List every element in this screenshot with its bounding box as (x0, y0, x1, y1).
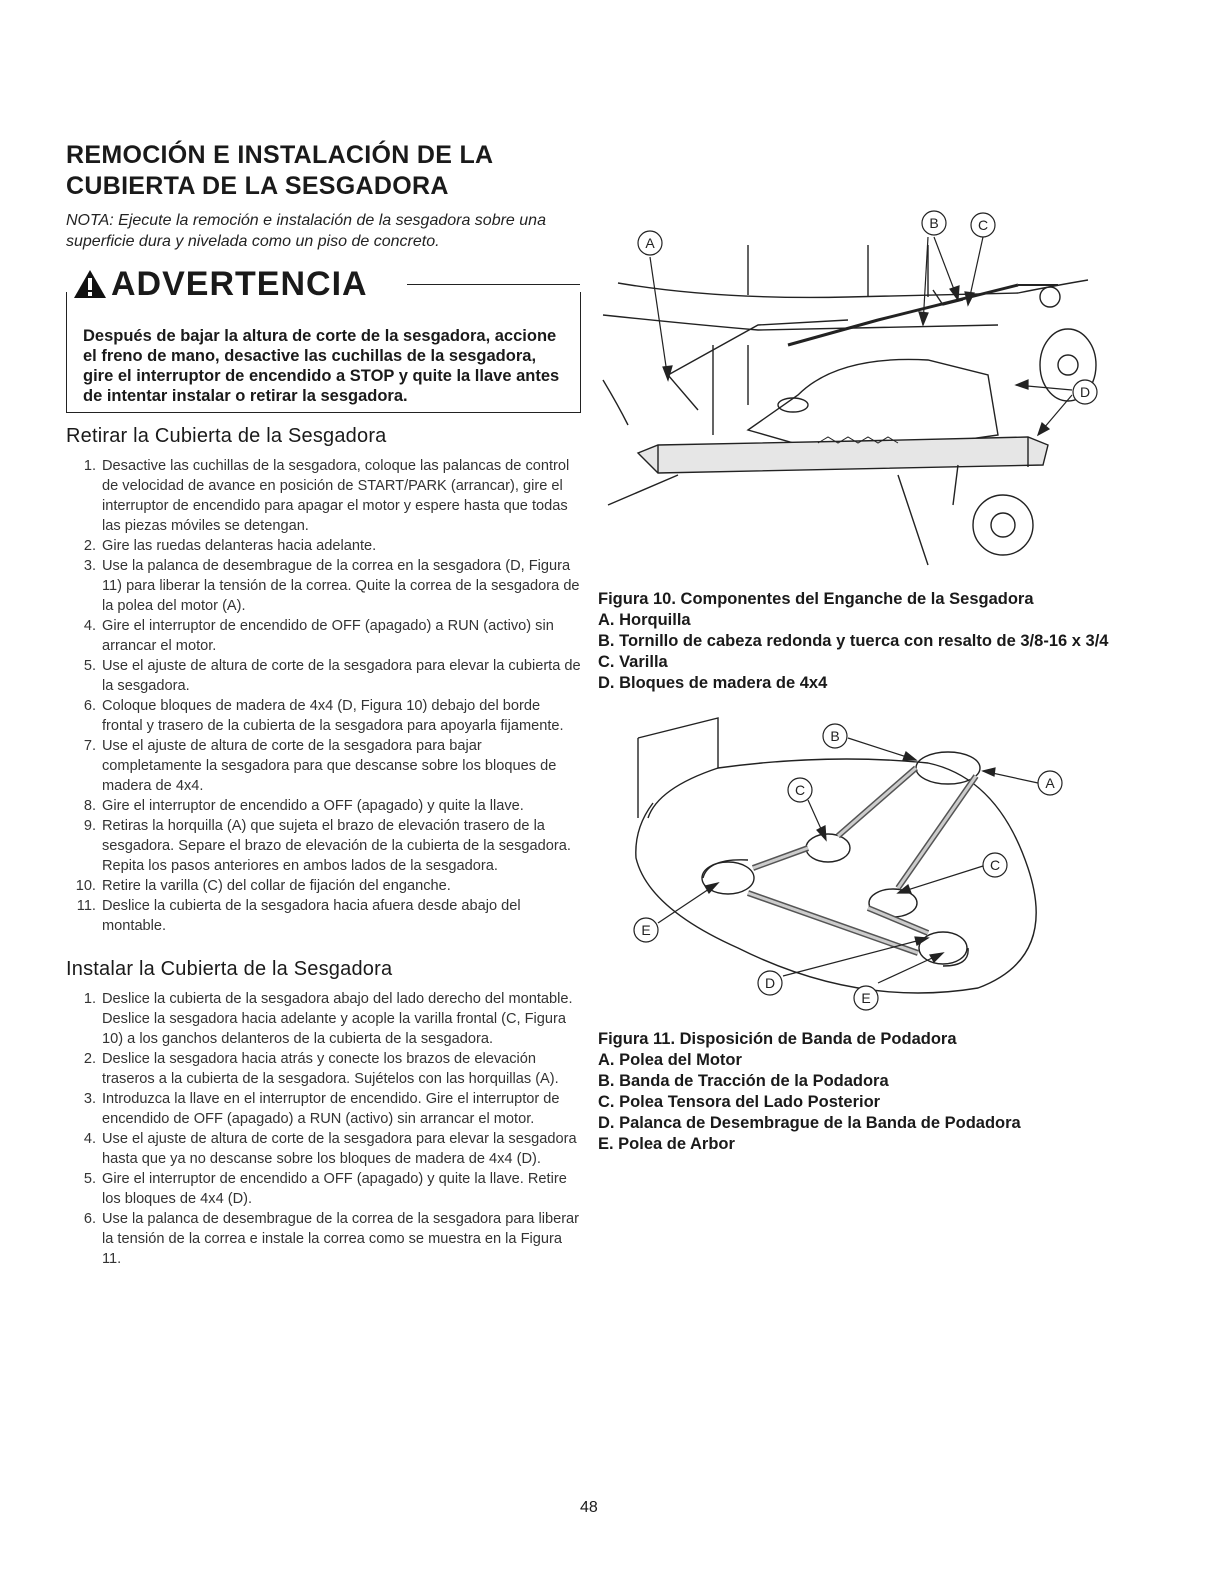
step-number: 5. (83, 1171, 96, 1187)
list-item (66, 736, 581, 796)
step-text: Gire el interruptor de encendido a OFF (apagado) y quite la llave. Retire los bloques de 4x4 (D). (102, 1171, 567, 1207)
legend-item: D. Palanca de Desembrague de la Banda de Podadora (598, 1114, 1021, 1132)
step-text: Deslice la cubierta de la sesgadora abajo del lado derecho del montable. Deslice la sesgadora hacia adelante y acople la varilla frontal (C, Figura 10) a los ganchos delanteros de la cubierta de la sesgadora. (102, 991, 573, 1047)
step-number: 4. (83, 618, 96, 634)
step-text: Use la palanca de desembrague de la correa en la sesgadora (D, Figura 11) para liberar la tensión de la correa. Quite la correa de la sesgadora de la polea del motor (A). (102, 558, 580, 614)
figure-10-caption-block (598, 589, 1118, 694)
step-number: 10. (75, 878, 96, 894)
figure-10-label-b: B (929, 215, 939, 231)
figure-10-label-c: C (977, 217, 989, 233)
warning-header (73, 267, 376, 301)
step-number: 9. (83, 818, 96, 834)
legend-item: A. Polea del Motor (598, 1051, 742, 1069)
step-number: 5. (83, 658, 96, 674)
legend-item: B. Banda de Tracción de la Podadora (598, 1072, 889, 1090)
step-text: Use el ajuste de altura de corte de la sesgadora para bajar completamente la sesgadora para que descanse sobre los bloques de madera de 4x4. (102, 738, 557, 794)
list-item (66, 876, 581, 896)
figure-10-label-a: A (645, 235, 655, 251)
list-item (66, 989, 581, 1049)
list-item (66, 536, 581, 556)
step-text: Gire las ruedas delanteras hacia adelante. (102, 538, 377, 554)
step-number: 2. (83, 1051, 96, 1067)
figure-11-label-e-left: E (641, 922, 651, 938)
page-number: 48 (580, 1499, 598, 1516)
remove-section-heading: Retirar la Cubierta de la Sesgadora (66, 425, 387, 447)
figure-11-legend (598, 1050, 1118, 1155)
step-text: Deslice la cubierta de la sesgadora hacia afuera desde abajo del montable. (102, 898, 521, 934)
step-text: Retire la varilla (C) del collar de fijación del enganche. (102, 878, 451, 894)
right-column (598, 205, 1118, 1155)
legend-item: A. Horquilla (598, 611, 691, 629)
legend-item: B. Tornillo de cabeza redonda y tuerca con resalto de 3/8-16 x 3/4 (598, 632, 1109, 650)
step-number: 1. (83, 458, 96, 474)
list-item (66, 1209, 581, 1269)
step-number: 2. (83, 538, 96, 554)
figure-10-illustration (598, 205, 1098, 580)
figure-11-illustration (598, 708, 1098, 1018)
step-text: Coloque bloques de madera de 4x4 (D, Figura 10) debajo del borde frontal y trasero de la cubierta de la sesgadora para apoyarla fijamente. (102, 698, 564, 734)
step-number: 3. (83, 1091, 96, 1107)
install-steps-list (66, 989, 581, 1269)
figure-10-legend (598, 610, 1118, 694)
page-title (66, 140, 581, 202)
figure-11-label-a: A (1045, 775, 1055, 791)
list-item (66, 816, 581, 876)
step-number: 1. (83, 991, 96, 1007)
figure-11-caption: Figura 11. Disposición de Banda de Podadora (598, 1030, 957, 1048)
page-title-line-1: REMOCIÓN E INSTALACIÓN DE LA (66, 141, 494, 169)
step-number: 6. (83, 698, 96, 714)
warning-triangle-icon (73, 268, 107, 300)
figure-10-caption: Figura 10. Componentes del Enganche de la Sesgadora (598, 590, 1034, 608)
step-text: Retiras la horquilla (A) que sujeta el brazo de elevación trasero de la sesgadora. Separe el brazo de elevación de la cubierta de la sesgadora. Repita los pasos anteriores en ambos lados de la sesgadora. (102, 818, 571, 874)
figure-10-label-d: D (1079, 384, 1091, 400)
legend-item: E. Polea de Arbor (598, 1135, 735, 1153)
figure-11-label-c-lower: C (989, 857, 1001, 873)
remove-steps-list (66, 456, 581, 936)
list-item (66, 456, 581, 536)
figure-11-label-d: D (764, 975, 776, 991)
figure-11-label-b: B (830, 728, 840, 744)
step-number: 3. (83, 558, 96, 574)
install-section-heading: Instalar la Cubierta de la Sesgadora (66, 958, 393, 980)
list-item (66, 656, 581, 696)
list-item (66, 796, 581, 816)
list-item (66, 616, 581, 656)
step-number: 8. (83, 798, 96, 814)
step-text: Use el ajuste de altura de corte de la sesgadora para elevar la sesgadora hasta que ya no descanse sobre los bloques de madera de 4x4 (D). (102, 1131, 577, 1167)
legend-item: C. Polea Tensora del Lado Posterior (598, 1093, 881, 1111)
step-number: 7. (83, 738, 96, 754)
list-item (66, 556, 581, 616)
warning-heading: ADVERTENCIA (111, 265, 368, 303)
step-number: 4. (83, 1131, 96, 1147)
step-text: Desactive las cuchillas de la sesgadora, coloque las palancas de control de velocidad de avance en posición de START/PARK (arrancar), gire el interruptor de encendido para apagar el motor y espere hasta que todas las piezas móviles se detengan. (102, 458, 570, 534)
figure-11-label-e-bottom: E (861, 990, 871, 1006)
warning-text: Después de bajar la altura de corte de la sesgadora, accione el freno de mano, desactive las cuchillas de la sesgadora, gire el interruptor de encendido a STOP y quite la llave antes de intentar instalar o retirar la sesgadora. (83, 327, 560, 405)
list-item (66, 696, 581, 736)
step-number: 11. (76, 898, 96, 914)
page-title-line-2: CUBIERTA DE LA SESGADORA (66, 172, 449, 200)
step-text: Introduzca la llave en el interruptor de encendido. Gire el interruptor de encendido de OFF (apagado) a RUN (activo) sin arrancar el motor. (102, 1091, 560, 1127)
legend-item: D. Bloques de madera de 4x4 (598, 674, 828, 692)
step-number: 6. (83, 1211, 96, 1227)
list-item (66, 1169, 581, 1209)
list-item (66, 1129, 581, 1169)
step-text: Use la palanca de desembrague de la correa de la sesgadora para liberar la tensión de la correa e instale la correa como se muestra en la Figura 11. (102, 1211, 580, 1267)
list-item (66, 896, 581, 936)
step-text: Gire el interruptor de encendido de OFF (apagado) a RUN (activo) sin arrancar el motor. (102, 618, 554, 654)
step-text: Deslice la sesgadora hacia atrás y conecte los brazos de elevación traseros a la cubierta de la sesgadora. Sujételos con las horquillas (A). (102, 1051, 559, 1087)
step-text: Gire el interruptor de encendido a OFF (apagado) y quite la llave. (102, 798, 524, 814)
step-text: Use el ajuste de altura de corte de la sesgadora para elevar la cubierta de la sesgadora. (102, 658, 581, 694)
list-item (66, 1049, 581, 1089)
left-column (66, 140, 581, 1269)
figure-11-caption-block (598, 1029, 1118, 1155)
legend-item: C. Varilla (598, 653, 668, 671)
list-item (66, 1089, 581, 1129)
figure-11-label-c-upper: C (794, 782, 806, 798)
warning-rule (407, 284, 580, 285)
note-text: NOTA: Ejecute la remoción e instalación de la sesgadora sobre una superficie dura y nivelada como un piso de concreto. (66, 212, 546, 250)
warning-box (66, 265, 581, 413)
